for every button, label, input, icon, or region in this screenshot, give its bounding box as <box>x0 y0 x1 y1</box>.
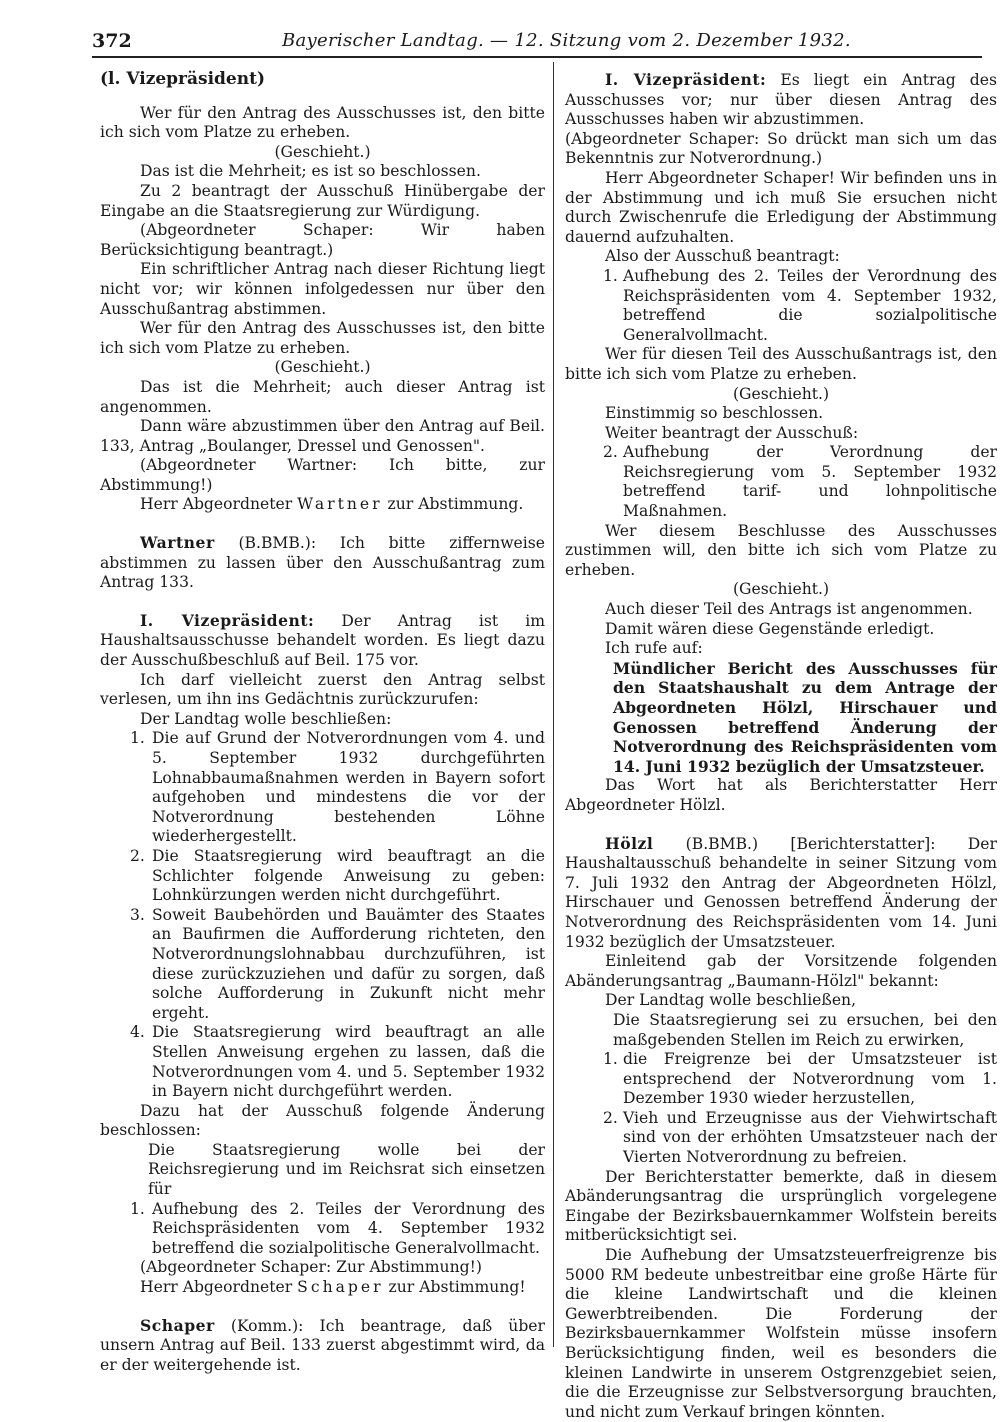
interjection: (Abgeordneter Schaper: Wir haben Berücksichtigung beantragt.) <box>100 221 545 259</box>
paragraph: Damit wären diese Gegenstände erledigt. <box>605 619 935 638</box>
paragraph: Ein schriftlicher Antrag nach dieser Richtung liegt nicht vor; wir können infolgedessen nur über den Ausschußantrag abstimmen. <box>100 260 545 318</box>
list-text: Die auf Grund der Notverordnungen vom 4. und 5. September 1932 durchgeführten Lohnabbaumaßnahmen werden in Bayern sofort aufgehoben und mindestens die vor der Notverordnung bestehenden Löhne wiederhergestellt. <box>152 729 545 846</box>
paragraph: Das ist die Mehrheit; auch dieser Antrag ist angenommen. <box>100 377 545 416</box>
page-number: 372 <box>92 30 132 52</box>
request-list <box>565 1050 997 1168</box>
text: Herr Abgeordneter <box>140 1278 298 1297</box>
paragraph: Wer für diesen Teil des Ausschußantrags ist, den bitte ich sich vom Platze zu erheben. <box>565 345 997 383</box>
list-item <box>100 906 545 1024</box>
list-number: 1. <box>130 1199 145 1218</box>
paragraph: Das Wort hat als Berichterstatter Herr Abgeordneter Hölzl. <box>565 776 997 814</box>
interjection: (Abgeordneter Wartner: Ich bitte, zur Abstimmung!) <box>100 456 545 494</box>
motion-list <box>565 267 997 345</box>
list-number: 1. <box>603 1050 618 1069</box>
list-item <box>100 1023 545 1101</box>
speech-text: (B.BMB.) [Berichterstatter]: Der Haushaltausschuß behandelte in seiner Sitzung vom 7. Juli 1932 den Antrag der Abgeordneten Hölzl, Hirschauer und Genossen betreffend Änderung der Notverordnung des Reichspräsidenten vom 14. Juni 1932 bezüglich der Umsatzsteuer. <box>565 834 997 951</box>
paragraph: Der Landtag wolle beschließen: <box>140 709 392 728</box>
list-number: 4. <box>130 1023 145 1042</box>
left-column <box>100 70 545 1375</box>
quoted-text: Die Staatsregierung sei zu ersuchen, bei den maßgebenden Stellen im Reich zu erwirken, <box>613 1010 997 1049</box>
list-number: 2. <box>603 443 618 462</box>
list-item <box>565 1050 997 1109</box>
paragraph: Einstimmig so beschlossen. <box>605 404 824 423</box>
speech-text: (B.BMB.): Ich bitte ziffernweise abstimmen zu lassen über den Ausschußantrag zum Antrag 133. <box>100 534 545 592</box>
amendment-list <box>100 1200 545 1259</box>
speech-text: Es liegt ein Antrag des Ausschusses vor; nur über diesen Antrag des Ausschusses haben wir abzustimmen. <box>565 71 997 129</box>
list-number: 1. <box>603 266 618 285</box>
list-item <box>565 443 997 521</box>
list-text: Soweit Baubehörden und Bauämter des Staates an Baufirmen die Aufforderung richteten, den Notverordnungslohnabbau durchzuführen, ist diese zurückzuziehen und dafür zu sorgen, daß solche Aufforderung in Zukunft nicht mehr ergeht. <box>152 905 545 1022</box>
speaker-name: Wartner <box>297 495 383 514</box>
paragraph: Das ist die Mehrheit; es ist so beschlossen. <box>140 162 481 181</box>
list-item <box>100 847 545 906</box>
paragraph: Wer diesem Beschlusse des Ausschusses zustimmen will, den bitte ich sich vom Platze zu erheben. <box>565 521 997 579</box>
motion-list <box>565 443 997 521</box>
speech-hoelzl <box>565 834 997 953</box>
paragraph: Weiter beantragt der Ausschuß: <box>605 423 859 442</box>
paragraph: Einleitend gab der Vorsitzende folgenden Abänderungsantrag „Baumann-Hölzl" bekannt: <box>565 952 997 990</box>
list-number: 2. <box>130 846 145 865</box>
right-column <box>565 70 997 1422</box>
stage-direction: (Geschieht.) <box>274 142 371 161</box>
paragraph <box>100 495 545 515</box>
paragraph: Also der Ausschuß beantragt: <box>605 247 840 266</box>
text: Herr Abgeordneter <box>140 495 298 514</box>
paragraph: Ich rufe auf: <box>605 639 703 658</box>
interjection: (Abgeordneter Schaper: So drückt man sich um das Bekenntnis zur Notverordnung.) <box>565 129 997 168</box>
speaker-heading: (l. Vizepräsident) <box>100 69 266 89</box>
stage-direction: (Geschieht.) <box>274 358 371 377</box>
paragraph: Die Aufhebung der Umsatzsteuerfreigrenze bis 5000 RM bedeute unbestreitbar eine große Härte für die kleine Landwirtschaft und die kleinen Gewerbtreibenden. Die Forderung der Bezirksbauernkammer Wolfstein müsse insofern Berücksichtigung finden, weil es besonders die kleinen Landwirte in unserem Ostgrenzgebiet seien, die die Erzeugnisse zur Selbstversorgung brauchten, und nicht zum Verkauf bringen könnten. <box>565 1246 997 1421</box>
list-text: Die Staatsregierung wird beauftragt an die Schlichter folgende Anweisung zu geben: Lohnkürzungen werden nicht durchgeführt. <box>152 846 545 905</box>
speaker-name: Wartner <box>140 533 215 553</box>
header-rule <box>92 56 982 58</box>
list-number: 2. <box>603 1108 618 1127</box>
speech-schaper <box>100 1316 545 1376</box>
list-item <box>565 267 997 345</box>
speech-text: Der Antrag ist im Haushaltsausschusse behandelt worden. Es liegt dazu der Ausschußbeschluß auf Beil. 175 vor. <box>100 611 545 670</box>
speaker-name: I. Vizepräsident: <box>605 70 767 89</box>
paragraph: Ich darf vielleicht zuerst den Antrag selbst verlesen, um ihn ins Gedächtnis zurückzurufen: <box>100 670 545 709</box>
list-item <box>565 1109 997 1168</box>
paragraph: Dann wäre abzustimmen über den Antrag auf Beil. 133, Antrag „Boulanger, Dressel und Genossen". <box>100 417 545 455</box>
list-text: Aufhebung der Verordnung der Reichsregierung vom 5. September 1932 betreffend tarif- und lohnpolitische Maßnahmen. <box>623 443 997 521</box>
list-item <box>100 729 545 847</box>
paragraph: Der Berichterstatter bemerkte, daß in diesem Abänderungsantrag die ursprünglich vorgelegene Eingabe der Bezirksbauernkammer Wolfstein bereits mitberücksichtigt sei. <box>565 1167 997 1245</box>
running-title: Bayerischer Landtag. — 12. Sitzung vom 2. Dezember 1932. <box>282 30 851 51</box>
agenda-item: Mündlicher Bericht des Ausschusses für den Staatshaushalt zu dem Antrage der Abgeordneten Hölzl, Hirschauer und Genossen betreffend Änderung der Notverordnung des Reichspräsidenten vom 14. Juni 1932 bezüglich der Umsatzsteuer. <box>613 658 997 776</box>
list-text: die Freigrenze bei der Umsatzsteuer ist entsprechend der Notverordnung vom 1. Dezember 1930 wieder herzustellen, <box>623 1050 997 1108</box>
speech-vizepraesident <box>565 70 997 130</box>
page-header <box>92 30 972 56</box>
list-text: Aufhebung des 2. Teiles der Verordnung des Reichspräsidenten vom 4. September 1932 betreffend die sozialpolitische Generalvollmacht. <box>152 1199 545 1257</box>
speaker-name: Hölzl <box>605 833 654 853</box>
paragraph: Wer für den Antrag des Ausschusses ist, den bitte ich sich vom Platze zu erheben. <box>100 103 545 142</box>
text: zur Abstimmung. <box>382 495 524 514</box>
paragraph <box>100 1278 545 1298</box>
paragraph: Auch dieser Teil des Antrags ist angenommen. <box>605 600 973 619</box>
stage-direction: (Geschieht.) <box>732 384 830 403</box>
speech-vizepraesident <box>100 611 545 671</box>
paragraph: Wer für den Antrag des Ausschusses ist, den bitte ich sich vom Platze zu erheben. <box>100 319 545 357</box>
speaker-name: Schaper <box>140 1315 215 1335</box>
speech-wartner <box>100 533 545 593</box>
paragraph: Zu 2 beantragt der Ausschuß Hinübergabe der Eingabe an die Staatsregierung zur Würdigung. <box>100 181 545 220</box>
paragraph: Dazu hat der Ausschuß folgende Änderung beschlossen: <box>100 1101 545 1140</box>
list-number: 1. <box>130 729 145 748</box>
list-number: 3. <box>130 905 145 924</box>
list-text: Vieh und Erzeugnisse aus der Viehwirtschaft sind von der erhöhten Umsatzsteuer nach der Vierten Notverordnung zu befreien. <box>623 1108 997 1167</box>
stage-direction: (Geschieht.) <box>732 580 830 599</box>
paragraph: Herr Abgeordneter Schaper! Wir befinden uns in der Abstimmung und ich muß Sie ersuchen nicht durch Zwischenrufe die Erledigung der Abstimmung dauernd aufzuhalten. <box>565 168 997 246</box>
paragraph: Der Landtag wolle beschließen, <box>605 991 857 1010</box>
speech-text: (Komm.): Ich beantrage, daß über unsern Antrag auf Beil. 133 zuerst abgestimmt wird, da er der weitergehende ist. <box>100 1316 545 1374</box>
quoted-text: Die Staatsregierung wolle bei der Reichsregierung und im Reichsrat sich einsetzen für <box>148 1140 545 1199</box>
speaker-name: Schaper <box>297 1278 384 1297</box>
column-divider <box>553 62 554 1347</box>
text: zur Abstimmung! <box>383 1278 526 1297</box>
list-item <box>100 1200 545 1259</box>
list-text: Aufhebung des 2. Teiles der Verordnung des Reichspräsidenten vom 4. September 1932, betreffend die sozialpolitische Generalvollmacht. <box>623 266 997 344</box>
list-text: Die Staatsregierung wird beauftragt an alle Stellen Anweisung ergehen zu lassen, daß die Notverordnungen vom 4. und 5. September 1932 in Bayern nicht durchgeführt werden. <box>152 1023 545 1101</box>
interjection: (Abgeordneter Schaper: Zur Abstimmung!) <box>140 1258 482 1277</box>
speaker-name: I. Vizepräsident: <box>140 610 315 630</box>
motion-list <box>100 729 545 1101</box>
